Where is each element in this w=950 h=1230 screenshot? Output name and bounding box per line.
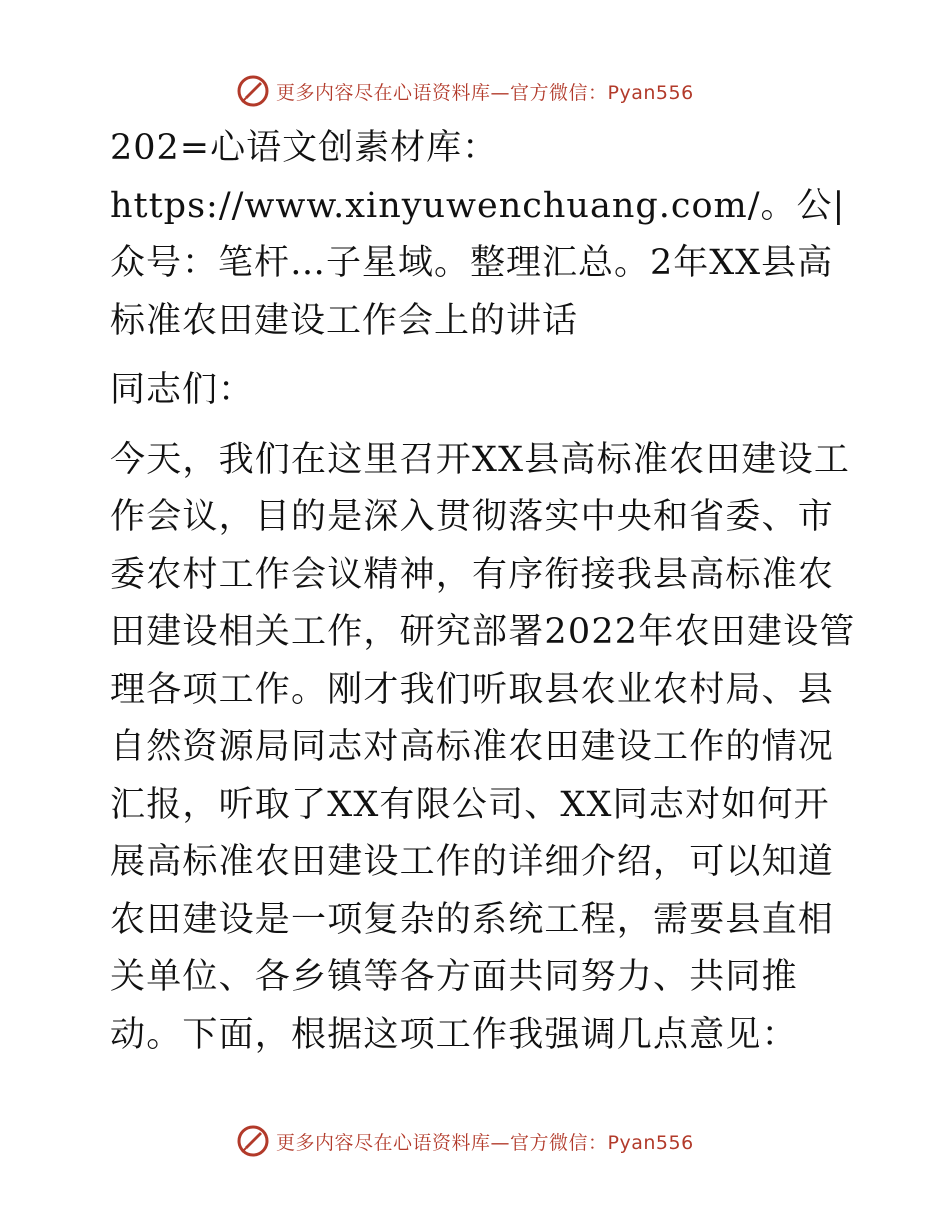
header-watermark [236, 74, 694, 108]
footer-watermark [236, 1124, 694, 1158]
greeting-line: 同志们： [110, 370, 255, 410]
watermark-text: 更多内容尽在心语资料库—官方微信：Pyan556 [276, 81, 694, 104]
speech-body-paragraph: 今天，我们在这里召开XX县高标准农田建设工作会议，目的是深入贯彻落实中央和省委、市委农村工作会议精神，有序衔接我县高标准农田建设相关工作，研究部署2022年农田建设管理各项工作。刚才我们听取县农业农村局、县自然资源局同志对高标准农田建设工作的情况汇报，听取了XX有限公司、XX同志对如何开展高标准农田建设工作的详细介绍，可以知道农田建设是一项复杂的系统工程，需要县直相关单位、各乡镇等各方面共同努力、共同推动。下面，根据这项工作我强调几点意见： [110, 439, 856, 1055]
document-body [98, 120, 858, 1064]
quill-seal-icon [236, 74, 270, 108]
watermark-text: 更多内容尽在心语资料库—官方微信：Pyan556 [276, 1131, 694, 1154]
document-heading: 202=心语文创素材库：https://www.xinyuwenchuang.com/。公|众号：笔杆…子星域。整理汇总。2年XX县高标准农田建设工作会上的讲话 [110, 128, 846, 341]
quill-seal-icon [236, 1124, 270, 1158]
